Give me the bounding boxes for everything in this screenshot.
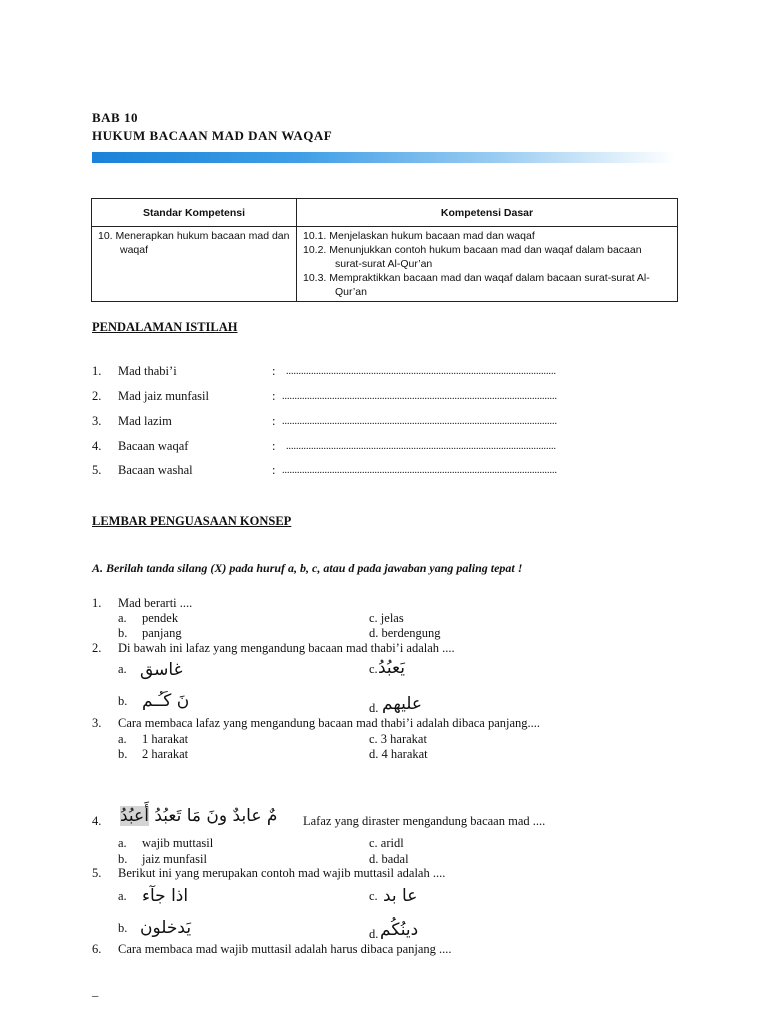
option-d: d. 4 harakat [369, 747, 428, 761]
chapter-number: BAB 10 [92, 110, 138, 125]
option-a-arabic: غاسق [140, 660, 183, 680]
section-a-instruction: A. Berilah tanda silang (X) pada huruf a, b, c, atau d pada jawaban yang paling tepat ! [92, 561, 523, 575]
question-text: Di bawah ini lafaz yang mengandung bacaan mad thabi’i adalah .... [118, 641, 455, 655]
option-label: d. [369, 927, 379, 941]
kompetensi-cell [297, 227, 678, 302]
question-num: 2. [92, 641, 102, 655]
istilah-heading: PENDALAMAN ISTILAH [92, 320, 238, 334]
option-label: a. [118, 836, 127, 850]
option-b-arabic: نَ كَـُـم [142, 691, 190, 711]
istilah-blank: .............................................................................................................. [282, 391, 557, 402]
option-label: a. [118, 662, 127, 676]
verse-arabic [120, 806, 277, 826]
question-num: 4. [92, 814, 102, 828]
istilah-term: Bacaan waqaf [118, 439, 189, 453]
kd-item: 10.2. Menunjukkan contoh hukum bacaan mad dan waqaf dalam bacaan surat-surat Al-Qur’an [303, 244, 642, 270]
col-header-kompetensi: Kompetensi Dasar [297, 199, 678, 227]
question-text: Mad berarti .... [118, 596, 193, 610]
option-c-arabic: يَعبُدُ [378, 658, 405, 678]
option-label: b. [118, 626, 128, 640]
standar-cell [92, 227, 297, 302]
title-gradient-bar [92, 152, 676, 163]
option-c: c. aridl [369, 836, 404, 850]
chapter-title: HUKUM BACAAN MAD DAN WAQAF [92, 128, 333, 143]
question-num: 1. [92, 596, 102, 610]
question-text: Lafaz yang diraster mengandung bacaan mad .... [303, 814, 546, 828]
question-num: 5. [92, 866, 102, 880]
option-a: wajib muttasil [142, 836, 214, 850]
istilah-num: 1. [92, 364, 102, 378]
istilah-num: 2. [92, 389, 102, 403]
istilah-term: Mad thabi’i [118, 364, 177, 378]
istilah-blank: .............................................................................................................. [282, 465, 557, 476]
option-a-arabic: اذا جآء [142, 886, 189, 906]
option-label: c. [369, 889, 378, 903]
option-label: b. [118, 694, 128, 708]
option-label: a. [118, 611, 127, 625]
option-c-arabic: عا بد [383, 886, 418, 906]
option-label: a. [118, 889, 127, 903]
option-d-arabic: عليهم [382, 694, 423, 714]
verse-highlight: أَعبُدُ [120, 806, 149, 826]
istilah-term: Mad jaiz munfasil [118, 389, 209, 403]
option-b-arabic: يَدخلون [140, 918, 192, 938]
question-text: Cara membaca mad wajib muttasil adalah harus dibaca panjang .... [118, 942, 452, 956]
question-text: Cara membaca lafaz yang mengandung bacaan mad thabi’i adalah dibaca panjang.... [118, 716, 541, 730]
istilah-blank: ............................................................................................................ [286, 366, 556, 377]
standar-item: 10. Menerapkan hukum bacaan mad dan waqaf [98, 230, 290, 256]
istilah-colon: : [272, 364, 276, 378]
col-header-standar: Standar Kompetensi [92, 199, 297, 227]
istilah-colon: : [272, 414, 276, 428]
question-num: 3. [92, 716, 102, 730]
option-label: b. [118, 921, 128, 935]
konsep-heading: LEMBAR PENGUASAAN KONSEP [92, 514, 292, 528]
option-d: d. berdengung [369, 626, 441, 640]
option-a: 1 harakat [142, 732, 189, 746]
option-b: 2 harakat [142, 747, 189, 761]
option-d-arabic: دينُكُم [380, 920, 419, 940]
istilah-num: 3. [92, 414, 102, 428]
kd-item: 10.1. Menjelaskan hukum bacaan mad dan waqaf [303, 230, 535, 242]
istilah-term: Mad lazim [118, 414, 172, 428]
option-label: b. [118, 852, 128, 866]
competency-table [91, 198, 678, 302]
option-label: b. [118, 747, 128, 761]
option-b: panjang [142, 626, 182, 640]
option-label: c. [369, 662, 378, 676]
istilah-term: Bacaan washal [118, 463, 193, 477]
istilah-num: 4. [92, 439, 102, 453]
kd-item: 10.3. Mempraktikkan bacaan mad dan waqaf dalam bacaan surat-surat Al-Qur’an [303, 272, 650, 298]
question-text: Berikut ini yang merupakan contoh mad wajib muttasil adalah .... [118, 866, 446, 880]
option-a: pendek [142, 611, 179, 625]
option-c: c. 3 harakat [369, 732, 427, 746]
istilah-blank: ............................................................................................................ [286, 441, 556, 452]
istilah-colon: : [272, 463, 276, 477]
istilah-num: 5. [92, 463, 102, 477]
option-label: d. [369, 701, 379, 715]
verse-plain: ونَ مَا تَعبُدُ [154, 806, 228, 826]
istilah-blank: .............................................................................................................. [282, 416, 557, 427]
istilah-colon: : [272, 389, 276, 403]
verse-pre: مٌ عابدٌ [232, 806, 278, 826]
footer-mark: _ [92, 984, 99, 998]
question-num: 6. [92, 942, 102, 956]
option-b: jaiz munfasil [142, 852, 207, 866]
istilah-colon: : [272, 439, 276, 453]
option-label: a. [118, 732, 127, 746]
option-c: c. jelas [369, 611, 404, 625]
option-d: d. badal [369, 852, 409, 866]
